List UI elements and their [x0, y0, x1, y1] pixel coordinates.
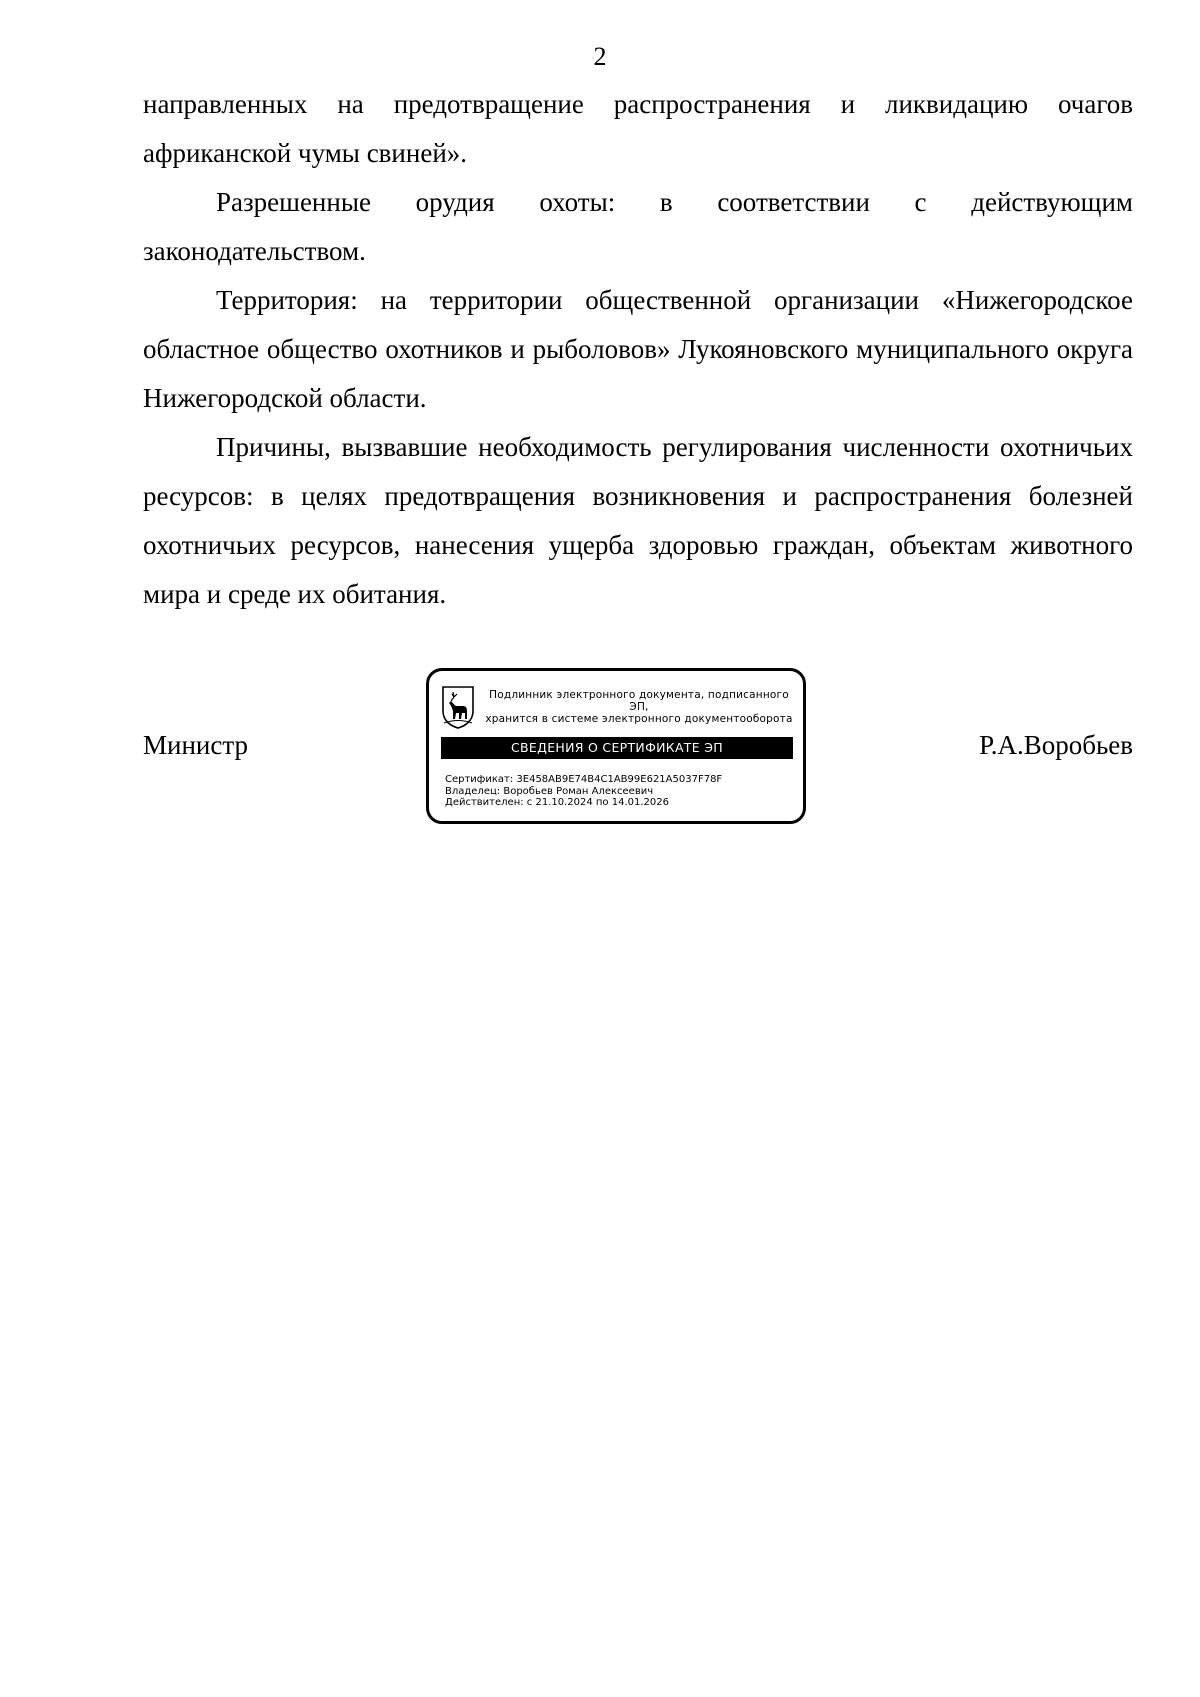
signature-block — [143, 668, 1133, 828]
paragraph-reasons: Причины, вызвавшие необходимость регулирования численности охотничьих ресурсов: в целях предотвращения возникновения и распространения болезней охотничьих ресурсов, нанесения ущерба здоровью граждан, объектам животного мира и среде их обитания. — [143, 432, 1133, 609]
certificate-validity: Действителен: с 21.10.2024 по 14.01.2026 — [445, 797, 669, 808]
paragraph-continuation: направленных на предотвращение распространения и ликвидацию очагов африканской чумы свиней». — [143, 89, 1133, 168]
certificate-info-bar: СВЕДЕНИЯ О СЕРТИФИКАТЕ ЭП — [441, 737, 793, 759]
certificate-details — [445, 774, 722, 809]
signatory-name: Р.А.Воробьев — [979, 730, 1133, 760]
stamp-header — [479, 689, 799, 725]
electronic-signature-stamp — [426, 668, 806, 824]
paragraph-hunting-tools: Разрешенные орудия охоты: в соответствии с действующим законодательством. — [143, 187, 1133, 266]
certificate-owner: Владелец: Воробьев Роман Алексеевич — [445, 785, 654, 797]
nizhny-novgorod-deer-emblem-icon — [441, 685, 475, 729]
document-body — [143, 80, 1133, 619]
stamp-header-line-2: хранится в системе электронного документооборота — [485, 713, 793, 725]
paragraph-territory: Территория: на территории общественной организации «Нижегородское областное общество охотников и рыболовов» Лукояновского муниципального округа Нижегородской области. — [143, 285, 1133, 413]
certificate-number: Сертификат: 3E458AB9E74B4C1AB99E621A5037F78F — [445, 774, 723, 785]
stamp-header-line-1: Подлинник электронного документа, подписанного ЭП, — [489, 689, 789, 713]
page-number: 2 — [593, 42, 607, 71]
signatory-title: Министр — [143, 730, 248, 760]
